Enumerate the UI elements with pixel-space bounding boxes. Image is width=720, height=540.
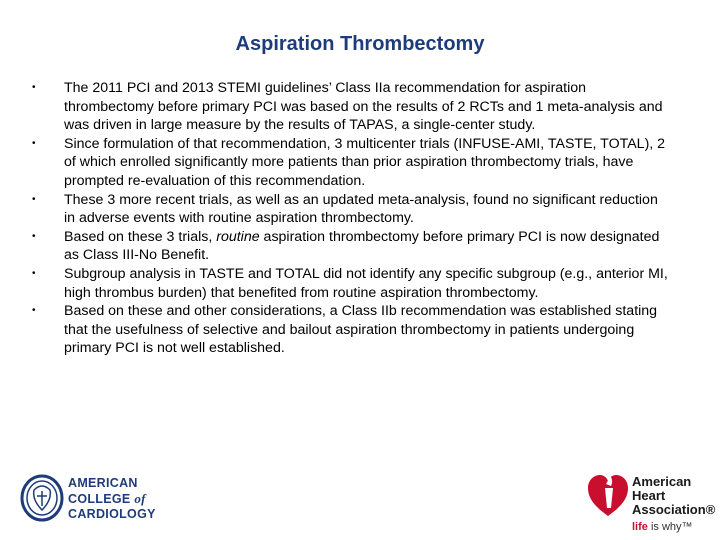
acc-line-3: CARDIOLOGY xyxy=(68,507,156,521)
bullet-item xyxy=(30,265,670,302)
bullet-text-run: Since formulation of that recommendation, 3 multicenter trials (INFUSE-AMI, TASTE, TOTAL), 2 of which enrolled significantly more patients than prior aspiration thrombectomy trials, have prompted re-evaluation of this recommendation. xyxy=(64,135,666,189)
aha-tagline-rest: is why™ xyxy=(647,521,693,533)
bullet-dot-icon: • xyxy=(32,305,36,317)
acc-line-2-of: of xyxy=(134,491,146,506)
bullet-text-run: These 3 more recent trials, as well as an updated meta-analysis, found no significant reduction in adverse events with routine aspiration thrombectomy. xyxy=(64,191,658,227)
aha-wordmark xyxy=(632,475,715,517)
bullet-dot-icon: • xyxy=(32,82,36,93)
bullet-dot-icon: • xyxy=(32,230,36,242)
acc-line-2-word: COLLEGE xyxy=(68,492,131,506)
bullet-dot-icon: • xyxy=(32,193,36,205)
bullet-list xyxy=(30,79,670,358)
bullet-text xyxy=(64,303,657,356)
aha-heart-torch-icon xyxy=(586,472,630,520)
bullet-text-run: The 2011 PCI and 2013 STEMI guidelines’ Class IIa recommendation for aspiration thrombectomy before primary PCI was based on the results of 2 RCTs and 1 meta-analysis and was driven in large measure by the results of TAPAS, a single-center study. xyxy=(64,80,663,134)
bullet-item xyxy=(30,79,670,135)
bullet-text xyxy=(64,136,665,189)
slide-title: Aspiration Thrombectomy xyxy=(235,33,485,55)
aha-registered: ® xyxy=(705,502,716,517)
bullet-text xyxy=(64,192,658,227)
bullet-text-run: Based on these 3 trials, xyxy=(64,228,217,245)
acc-seal-icon xyxy=(20,474,64,522)
bullet-text-run: Based on these and other considerations, a Class IIb recommendation was established stating that the usefulness of selective and bailout aspiration thrombectomy in patients undergoing primary PCI is not well established. xyxy=(64,303,658,357)
bullet-item xyxy=(30,302,670,358)
acc-line-2 xyxy=(68,491,156,507)
bullet-dot-icon: • xyxy=(32,137,36,149)
aha-tagline xyxy=(632,521,693,533)
bullet-text xyxy=(64,229,659,264)
bullet-text-run: Subgroup analysis in TASTE and TOTAL did not identify any specific subgroup (e.g., anterior MI, high thrombus burden) that benefited from routine aspiration thrombectomy. xyxy=(64,265,668,301)
bullet-text xyxy=(64,266,668,301)
aha-line-3-word: Association xyxy=(632,502,706,517)
aha-line-3 xyxy=(632,503,715,517)
aha-line-2: Heart xyxy=(632,488,666,503)
bullet-item xyxy=(30,191,670,228)
bullet-item xyxy=(30,135,670,191)
aha-logo xyxy=(584,470,714,538)
bullet-text xyxy=(64,80,663,133)
bullet-text-run: aspiration thrombectomy before primary PCI is now designated as Class III-No Benefit. xyxy=(64,228,660,264)
bullet-text-emphasis: routine xyxy=(216,228,260,245)
bullet-dot-icon: • xyxy=(32,267,36,279)
bullet-item xyxy=(30,228,670,265)
aha-tagline-life: life xyxy=(632,521,648,533)
acc-line-1: AMERICAN xyxy=(68,476,138,490)
acc-wordmark xyxy=(68,476,156,522)
aha-line-1: American xyxy=(632,474,692,489)
acc-logo xyxy=(20,472,170,524)
